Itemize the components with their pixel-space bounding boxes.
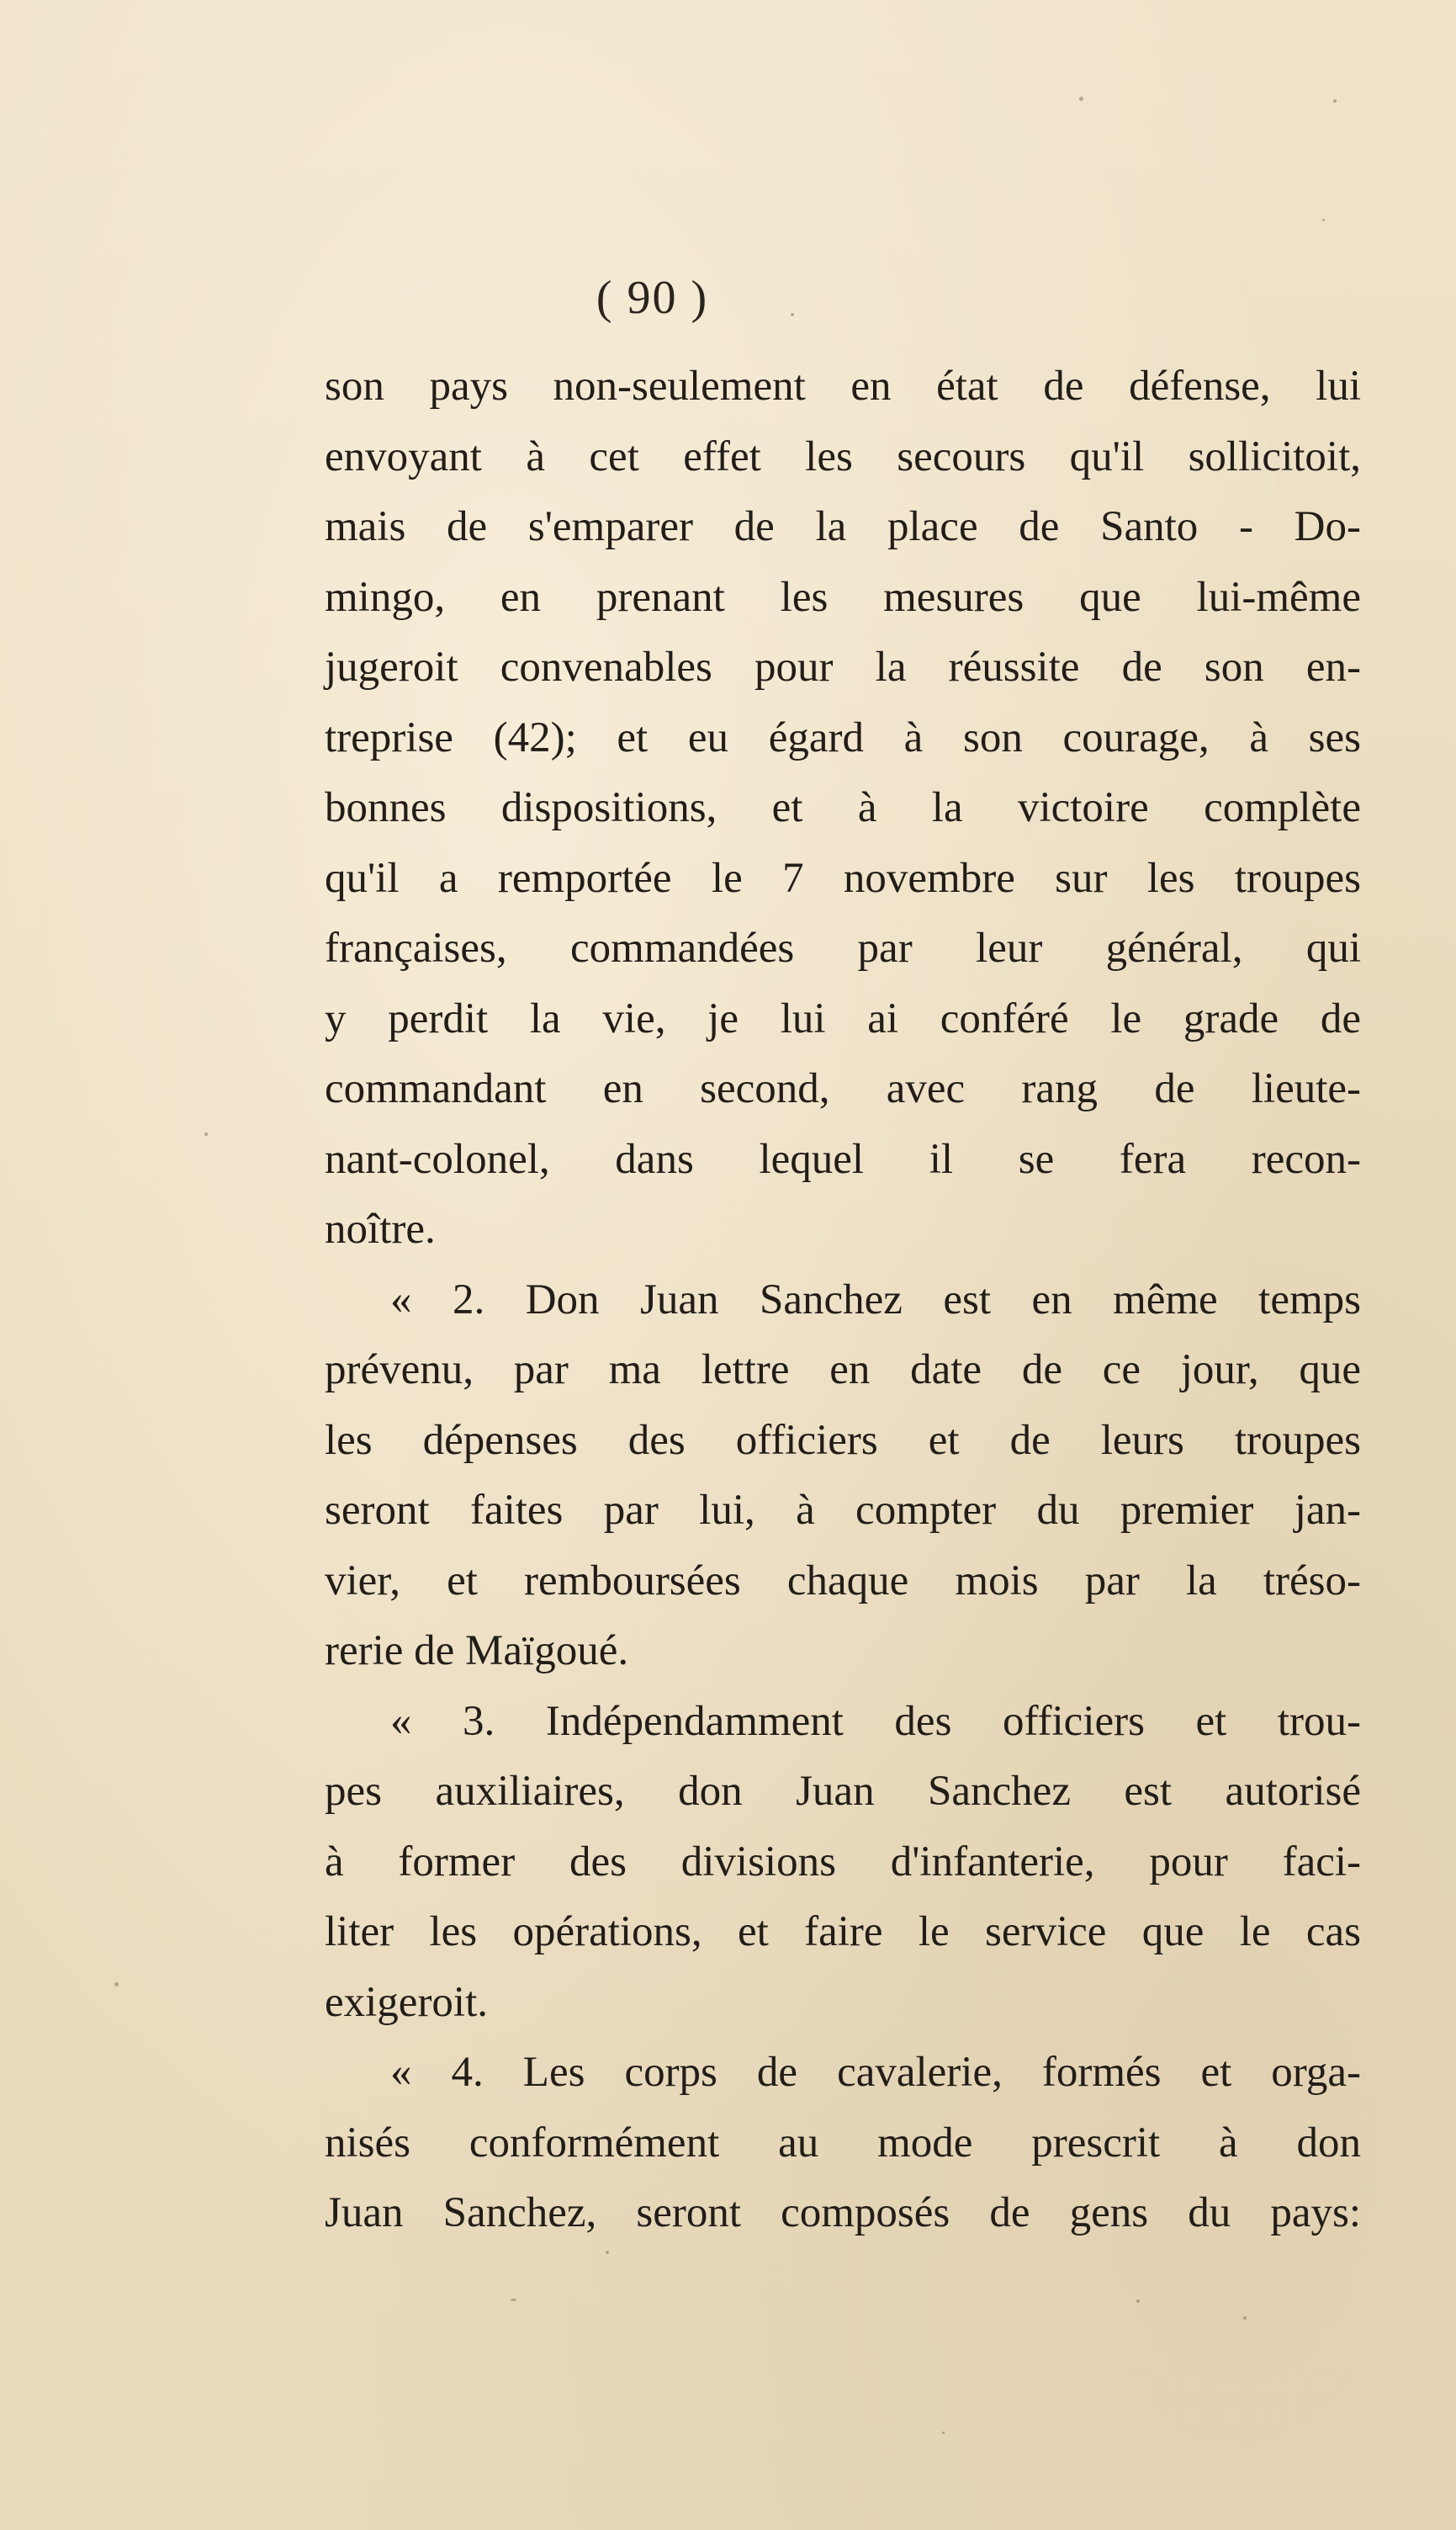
paragraph-start: « 2. Don Juan Sanchez est en même temps [390, 1276, 1361, 1323]
body-text [325, 352, 1361, 2249]
paper-speck [1243, 2316, 1247, 2320]
text-line: treprise (42); et eu égard à son courage, à ses [325, 713, 1361, 761]
paper-speck [1322, 219, 1325, 221]
text-line: seront faites par lui, à compter du premier jan- [325, 1487, 1361, 1534]
text-line: nant-colonel, dans lequel il se fera recon- [325, 1135, 1361, 1183]
text-line: qu'il a remportée le 7 novembre sur les troupes [325, 854, 1361, 902]
text-line: à former des divisions d'infanterie, pour faci- [325, 1838, 1361, 1886]
text-line: mais de s'emparer de la place de Santo - Do- [325, 503, 1361, 550]
text-line: exigeroit. [325, 1978, 489, 2026]
text-line: vier, et remboursées chaque mois par la tréso- [325, 1557, 1361, 1604]
text-line: Juan Sanchez, seront composés de gens du pays: [325, 2189, 1361, 2236]
text-line: bonnes dispositions, et à la victoire complète [325, 784, 1361, 831]
text-line: y perdit la vie, je lui ai conféré le grade de [325, 994, 1361, 1042]
page-number: ( 90 ) [596, 272, 709, 324]
text-line: rerie de Maïgoué. [325, 1627, 629, 1674]
paper-speck [204, 1132, 208, 1136]
text-line: nisés conformément au mode prescrit à don [325, 2119, 1361, 2167]
text-line: son pays non-seulement en état de défense, lui [325, 363, 1361, 410]
paragraph-start: « 3. Indépendamment des officiers et trou- [390, 1697, 1361, 1745]
paper-speck [1136, 2299, 1140, 2303]
text-line: pes auxiliaires, don Juan Sanchez est autorisé [325, 1768, 1361, 1815]
text-line: les dépenses des officiers et de leurs troupes [325, 1416, 1361, 1464]
text-line: noître. [325, 1206, 436, 1253]
paragraph-start: « 4. Les corps de cavalerie, formés et orga- [390, 2049, 1361, 2096]
paper-speck [942, 2432, 945, 2434]
text-line: jugeroit convenables pour la réussite de son en- [325, 644, 1361, 691]
paper-speck [1333, 99, 1337, 103]
text-line: liter les opérations, et faire le service que le cas [325, 1908, 1361, 1955]
text-line: commandant en second, avec rang de lieute- [325, 1065, 1361, 1112]
text-line: prévenu, par ma lettre en date de ce jour, que [325, 1346, 1361, 1393]
text-line: envoyant à cet effet les secours qu'il sollicitoit, [325, 432, 1361, 480]
paper-speck [114, 1982, 119, 1986]
paper-speck [511, 2299, 516, 2301]
text-line: françaises, commandées par leur général, qui [325, 925, 1361, 972]
text-line: mingo, en prenant les mesures que lui-même [325, 573, 1361, 621]
paper-speck [1079, 97, 1083, 101]
paper-speck [606, 2251, 609, 2254]
